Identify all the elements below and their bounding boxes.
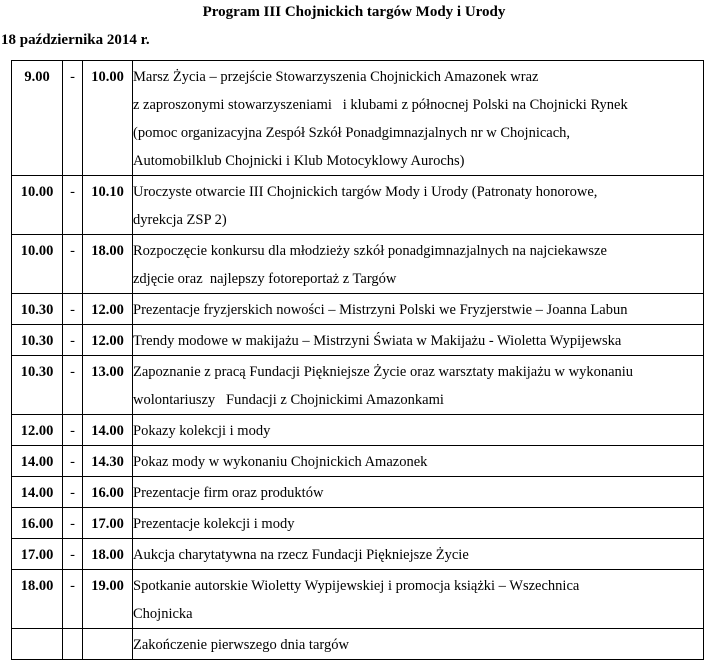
description-line: Zakończenie pierwszego dnia targów xyxy=(133,637,349,653)
end-time-cell: 14.00 xyxy=(83,415,133,446)
schedule-row xyxy=(12,415,704,446)
end-time-cell: 19.00 xyxy=(83,570,133,629)
event-date: 18 października 2014 r. xyxy=(1,32,150,48)
time-separator-cell: - xyxy=(63,325,83,356)
activity-description-cell xyxy=(133,294,704,325)
time-separator-cell: - xyxy=(63,235,83,294)
description-line: Aukcja charytatywna na rzecz Fundacji Piękniejsze Życie xyxy=(133,547,469,563)
activity-description-cell xyxy=(133,356,704,415)
time-separator-cell: - xyxy=(63,446,83,477)
start-time-cell: 18.00 xyxy=(12,570,63,629)
description-line: zdjęcie oraz najlepszy fotoreportaż z Targów xyxy=(133,271,397,287)
schedule-row xyxy=(12,61,704,176)
schedule-row xyxy=(12,570,704,629)
end-time-cell xyxy=(83,629,133,660)
schedule-row xyxy=(12,294,704,325)
description-line: wolontariuszy Fundacji z Chojnickimi Amazonkami xyxy=(133,392,444,408)
activity-description-cell xyxy=(133,629,704,660)
start-time-cell: 10.30 xyxy=(12,356,63,415)
schedule-body xyxy=(12,61,704,660)
end-time-cell: 18.00 xyxy=(83,235,133,294)
description-line: Prezentacje firm oraz produktów xyxy=(133,485,324,501)
description-line: Trendy modowe w makijażu – Mistrzyni Świata w Makijażu - Wioletta Wypijewska xyxy=(133,333,622,349)
end-time-cell: 10.00 xyxy=(83,61,133,176)
schedule-row xyxy=(12,235,704,294)
schedule-row xyxy=(12,176,704,235)
time-separator-cell: - xyxy=(63,477,83,508)
time-separator-cell: - xyxy=(63,508,83,539)
activity-description-cell xyxy=(133,415,704,446)
description-line: Rozpoczęcie konkursu dla młodzieży szkół ponadgimnazjalnych na najciekawsze xyxy=(133,243,607,259)
schedule-row xyxy=(12,446,704,477)
time-separator-cell: - xyxy=(63,356,83,415)
end-time-cell: 18.00 xyxy=(83,539,133,570)
activity-description-cell xyxy=(133,477,704,508)
description-line: Spotkanie autorskie Wioletty Wypijewskiej i promocja książki – Wszechnica xyxy=(133,578,580,594)
activity-description-cell xyxy=(133,446,704,477)
description-line: Zapoznanie z pracą Fundacji Piękniejsze Życie oraz warsztaty makijażu w wykonaniu xyxy=(133,364,634,380)
document-title: Program III Chojnickich targów Mody i Urody xyxy=(202,4,506,20)
time-separator-cell: - xyxy=(63,570,83,629)
description-line: Prezentacje fryzjerskich nowości – Mistrzyni Polski we Fryzjerstwie – Joanna Labun xyxy=(133,302,628,318)
start-time-cell: 14.00 xyxy=(12,477,63,508)
start-time-cell: 10.00 xyxy=(12,235,63,294)
time-separator-cell: - xyxy=(63,61,83,176)
description-line: z zaproszonymi stowarzyszeniami i klubami z północnej Polski na Chojnicki Rynek xyxy=(133,97,628,113)
start-time-cell: 12.00 xyxy=(12,415,63,446)
start-time-cell: 10.00 xyxy=(12,176,63,235)
start-time-cell: 14.00 xyxy=(12,446,63,477)
time-separator-cell: - xyxy=(63,294,83,325)
activity-description-cell xyxy=(133,61,704,176)
schedule-row xyxy=(12,508,704,539)
start-time-cell: 10.30 xyxy=(12,325,63,356)
end-time-cell: 12.00 xyxy=(83,294,133,325)
description-line: (pomoc organizacyjna Zespół Szkół Ponadgimnazjalnych nr w Chojnicach, xyxy=(133,125,571,141)
activity-description-cell xyxy=(133,539,704,570)
schedule-row xyxy=(12,629,704,660)
end-time-cell: 17.00 xyxy=(83,508,133,539)
description-line: Chojnicka xyxy=(133,606,193,622)
start-time-cell xyxy=(12,629,63,660)
schedule-table xyxy=(11,60,704,660)
time-separator-cell: - xyxy=(63,176,83,235)
description-line: Uroczyste otwarcie III Chojnickich targów Mody i Urody (Patronaty honorowe, xyxy=(133,184,598,200)
end-time-cell: 16.00 xyxy=(83,477,133,508)
activity-description-cell xyxy=(133,508,704,539)
time-separator-cell: - xyxy=(63,539,83,570)
time-separator-cell xyxy=(63,629,83,660)
time-separator-cell: - xyxy=(63,415,83,446)
activity-description-cell xyxy=(133,570,704,629)
description-line: Pokazy kolekcji i mody xyxy=(133,423,271,439)
description-line: Marsz Życia – przejście Stowarzyszenia Chojnickich Amazonek wraz xyxy=(133,69,539,85)
start-time-cell: 9.00 xyxy=(12,61,63,176)
start-time-cell: 16.00 xyxy=(12,508,63,539)
activity-description-cell xyxy=(133,325,704,356)
schedule-row xyxy=(12,325,704,356)
schedule-row xyxy=(12,539,704,570)
activity-description-cell xyxy=(133,176,704,235)
end-time-cell: 14.30 xyxy=(83,446,133,477)
start-time-cell: 17.00 xyxy=(12,539,63,570)
description-line: Pokaz mody w wykonaniu Chojnickich Amazonek xyxy=(133,454,428,470)
start-time-cell: 10.30 xyxy=(12,294,63,325)
activity-description-cell xyxy=(133,235,704,294)
schedule-row xyxy=(12,477,704,508)
schedule-row xyxy=(12,356,704,415)
description-line: Prezentacje kolekcji i mody xyxy=(133,516,295,532)
end-time-cell: 10.10 xyxy=(83,176,133,235)
description-line: Automobilklub Chojnicki i Klub Motocyklowy Aurochs) xyxy=(133,153,465,169)
description-line: dyrekcja ZSP 2) xyxy=(133,212,227,228)
end-time-cell: 12.00 xyxy=(83,325,133,356)
end-time-cell: 13.00 xyxy=(83,356,133,415)
